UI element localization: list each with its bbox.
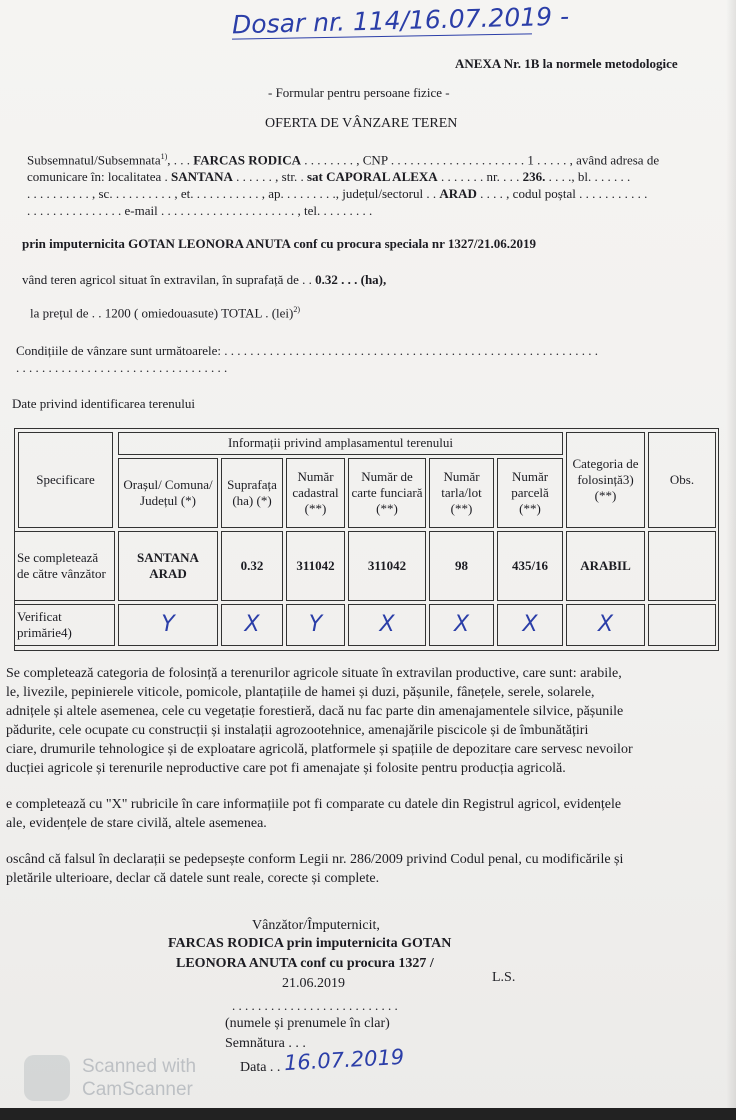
cell-tarla: 98 bbox=[429, 531, 494, 601]
footnote-ref-1: 1) bbox=[160, 152, 168, 161]
verify-mark-area: X bbox=[221, 604, 283, 646]
locality-label: comunicare în: localitatea . bbox=[27, 169, 172, 184]
watermark-line-1: Scanned with bbox=[82, 1056, 197, 1077]
number-value: 236. bbox=[522, 169, 546, 184]
name-note: (numele și prenumele în clar) bbox=[225, 1016, 390, 1031]
seller-line-4: . . . . . . . . . . . . . . . e-mail . . . . . . . . . . . . . . . . . . . . . , tel. . . . . . . . . bbox=[27, 203, 373, 218]
signature-role: Vânzător/Împuternicit, bbox=[252, 918, 380, 933]
street-label: . . . . . . , str. . bbox=[232, 169, 307, 184]
note-line: ciare, drumurile tehnologice și de exploatare agricolă, platformele și spațiile de depozitare care servesc nevoilor bbox=[6, 742, 633, 757]
county-value: ARAD bbox=[439, 186, 477, 201]
county-label: . . . . . . . . . . , sc. . . . . . . . . . , et. . . . . . . . . . . , ap. . . . . . . . ., județul/sectorul . . bbox=[27, 186, 440, 201]
note-line: le, livezile, pepinierele viticole, pomicole, plantațiile de hamei și duzi, pășunile, fânețele, serele, solarele, bbox=[6, 685, 595, 700]
number-label: . . . . . . . nr. . . . bbox=[437, 169, 523, 184]
header-location-group: Informații privind amplasamentul terenului bbox=[118, 432, 563, 455]
cnp-label: . . . . . . . . , CNP . . . . . . . . . . . . . . . . . . . . . bbox=[301, 152, 528, 168]
header-tarla: Număr tarla/lot (**) bbox=[429, 458, 494, 528]
dots: , . . . bbox=[167, 152, 194, 168]
identification-label: Date privind identificarea terenului bbox=[12, 396, 196, 411]
header-parcel: Număr parcelă (**) bbox=[497, 458, 563, 528]
signature-line-1: FARCAS RODICA prin imputernicita GOTAN bbox=[168, 936, 452, 951]
note-line: ale, evidențele de stare civilă, altele asemenea. bbox=[6, 816, 267, 831]
conditions-line: Condițiile de vânzare sunt următoarele: . . . . . . . . . . . . . . . . . . . . . . . . . . . . . . . . . . . . . . . . . . . . . . . . . . . . . . . . . . bbox=[16, 343, 599, 358]
row-verified-label: Verificat primărie4) bbox=[14, 604, 115, 646]
sale-label: vând teren agricol situat în extravilan, în suprafață de . . bbox=[22, 272, 316, 287]
address-label: 1 . . . . . , având adresa de bbox=[527, 152, 660, 168]
watermark-line-2: CamScanner bbox=[82, 1079, 193, 1100]
conditions-line-2: . . . . . . . . . . . . . . . . . . . . . . . . . . . . . . . . . bbox=[16, 360, 228, 375]
handwritten-case-number: Dosar nr. 114/16.07.2019 - bbox=[231, 1, 570, 40]
camscanner-logo-icon bbox=[24, 1055, 70, 1101]
header-city: Orașul/ Comuna/ Județul (*) bbox=[118, 458, 218, 528]
note-line: ducției agricole și terenurile neproductive care pot fi amenajate și folosite pentru producția agricolă. bbox=[6, 761, 566, 776]
annex-title: ANEXA Nr. 1B la normele metodologice bbox=[455, 56, 678, 71]
page-bottom-shadow bbox=[0, 1108, 736, 1120]
sale-area: 0.32 bbox=[315, 272, 338, 287]
note-line: oscând că falsul în declarații se pedepsește conform Legii nr. 286/2009 privind Codul penal, cu modificările și bbox=[6, 852, 624, 867]
street-value: sat CAPORAL ALEXA bbox=[306, 169, 438, 184]
verify-mark-cadastral: Y bbox=[286, 604, 345, 646]
note-line: e completează cu "X" rubricile în care informațiile pot fi comparate cu datele din Registrul agricol, evidențele bbox=[6, 797, 622, 812]
cell-parcel: 435/16 bbox=[497, 531, 563, 601]
seller-label: Subsemnatul/Subsemnata bbox=[27, 152, 161, 168]
handwritten-date: 16.07.2019 bbox=[283, 1044, 405, 1076]
price-line bbox=[30, 305, 300, 321]
cell-area: 0.32 bbox=[221, 531, 283, 601]
cell-category: ARABIL bbox=[566, 531, 645, 601]
cell-land-book: 311042 bbox=[348, 531, 426, 601]
cell-city: SANTANA ARAD bbox=[118, 531, 218, 601]
cell-cadastral: 311042 bbox=[286, 531, 345, 601]
sale-unit: . . . (ha), bbox=[337, 272, 387, 287]
header-specificare: Specificare bbox=[18, 432, 113, 528]
signature-label: Semnătura . . . bbox=[225, 1036, 306, 1051]
note-line: Se completează categoria de folosință a terenurilor agricole situate în extravilan productive, care sunt: arabile, bbox=[6, 666, 622, 681]
footnote-ref-2: 2) bbox=[293, 305, 301, 314]
seller-name: FARCAS RODICA bbox=[193, 152, 302, 168]
verify-mark-parcel: X bbox=[497, 604, 563, 646]
note-line: adnițele și altele asemenea, cele cu vegetație forestieră, dacă nu fac parte din amenajamentele silvice, pășunile bbox=[6, 704, 624, 719]
row-seller-label: Se completează de către vânzător bbox=[14, 531, 115, 601]
block-label: . . . ., bl. . . . . . . bbox=[545, 169, 631, 184]
page-edge-shadow bbox=[726, 0, 736, 1120]
note-line: pletările ulterioare, declar că datele sunt reale, corecte și complete. bbox=[6, 871, 380, 886]
note-line: pădurite, cele ocupate cu construcții și instalații agrozootehnice, amenajările piscicole și de îmbunătățiri bbox=[6, 723, 589, 738]
price-text: la prețul de . . 1200 ( omiedouasute) TOTAL . (lei) bbox=[30, 305, 294, 321]
date-label: Data . . bbox=[240, 1060, 281, 1075]
seller-line-2 bbox=[27, 169, 630, 185]
verify-mark-city: Y bbox=[118, 604, 218, 646]
form-type: - Formular pentru persoane fizice - bbox=[268, 85, 450, 100]
postal-code-label: . . . . , codul poștal . . . . . . . . . . . bbox=[476, 186, 648, 201]
cell-obs bbox=[648, 531, 716, 601]
header-area: Suprafața (ha) (*) bbox=[221, 458, 283, 528]
seller-line-3 bbox=[27, 186, 647, 202]
locality-value: SANTANA bbox=[171, 169, 233, 184]
header-land-book: Număr de carte funciară (**) bbox=[348, 458, 426, 528]
header-cadastral: Număr cadastral (**) bbox=[286, 458, 345, 528]
verify-mark-category: X bbox=[566, 604, 645, 646]
verify-cell-obs bbox=[648, 604, 716, 646]
verify-mark-land-book: X bbox=[348, 604, 426, 646]
header-obs: Obs. bbox=[648, 432, 716, 528]
representation-line: prin imputernicita GOTAN LEONORA ANUTA conf cu procura speciala nr 1327/21.06.2019 bbox=[22, 236, 537, 251]
verify-mark-tarla: X bbox=[429, 604, 494, 646]
sale-line bbox=[22, 272, 386, 288]
ls-mark: L.S. bbox=[492, 970, 516, 985]
form-title: OFERTA DE VÂNZARE TEREN bbox=[265, 116, 458, 131]
signature-line-2: LEONORA ANUTA conf cu procura 1327 / bbox=[176, 956, 434, 971]
signature-line-3: 21.06.2019 bbox=[282, 976, 345, 991]
header-category: Categoria de folosință3) (**) bbox=[566, 432, 645, 528]
signature-dots: . . . . . . . . . . . . . . . . . . . . . . . . . . bbox=[232, 998, 398, 1013]
seller-line-1 bbox=[27, 152, 659, 168]
